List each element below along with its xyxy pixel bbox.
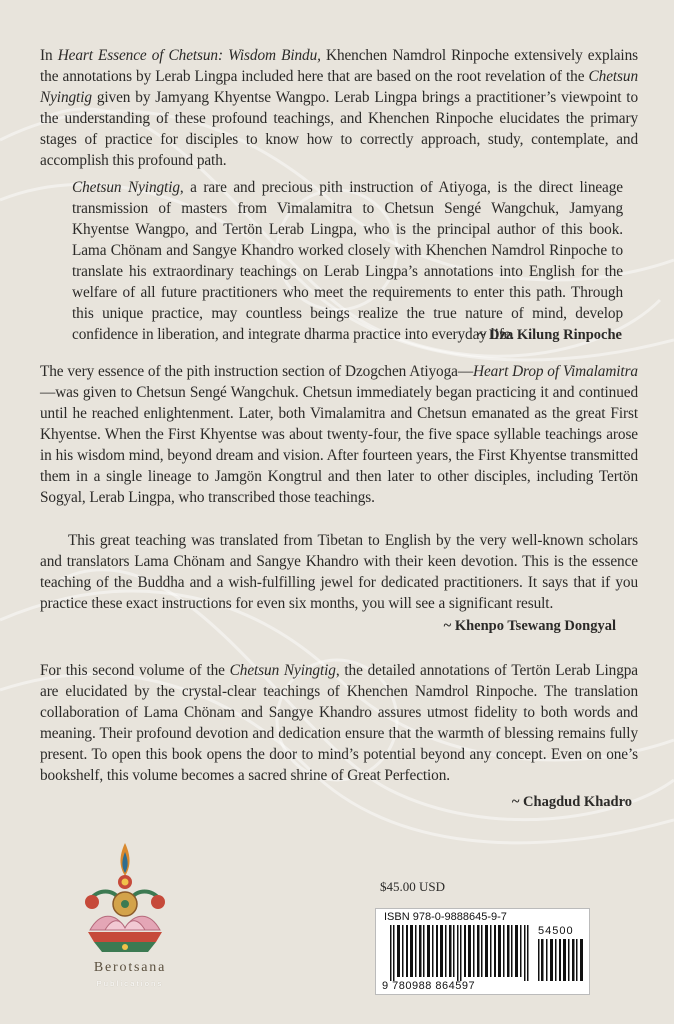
- blurb3-italic-title: Heart Drop of Vimalamitra: [473, 363, 638, 380]
- barcode-bars-addon: [538, 939, 584, 981]
- blurb3-text-3: This great teaching was translated from Tibetan to English by the very well-known scholars and translators Lama Chönam and Sangye Khandro with their keen devotion. This is the essence teaching of the Buddha and a wish-fulfilling jewel for dedicated practitioners. It says that if you practice these exact instructions for even six months, you will see a significant result.: [40, 532, 638, 612]
- publisher-subtitle: Publications: [96, 979, 164, 988]
- blurb3-attribution: ~ Khenpo Tsewang Dongyal: [443, 618, 616, 634]
- barcode-addon-digits: 54500: [538, 925, 574, 937]
- blurb-paragraph-4: [40, 660, 638, 786]
- blurb2-italic-title: Chetsun Nyingtig: [72, 179, 180, 196]
- barcode-bars-main: [390, 925, 530, 981]
- price-label: $45.00 USD: [380, 879, 446, 894]
- blurb3-text-2: —was given to Chetsun Sengé Wangchuk. Chetsun immediately began practicing it and continued until he reached enlightenment. Later, both Vimalamitra and Chetsun emanated as the great First Khyentse. When the First Khyentse was about twenty-four, the five space syllable teachings arose in his wisdom mind, beyond dream and vision. After fourteen years, the First Khyentse transmitted them in a single lineage to Jamgön Kongtrul and then later to other disciples, including Tertön Sogyal, Lerab Lingpa, who transcribed those teachings.: [40, 384, 638, 506]
- blurb4-italic-title: Chetsun Nyingtig: [229, 662, 336, 679]
- blurb2-text: , a rare and precious pith instruction of Atiyoga, is the direct lineage transmission of masters from Vimalamitra to Chetsun Sengé Wangchuk, Jamyang Khyentse Wangpo, and Tertön Lerab Lingpa, who is the principal author of this book. Lama Chönam and Sangye Khandro worked closely with Khenchen Namdrol Rinpoche to translate his extraordinary teachings on Lerab Lingpa’s annotations into English for the welfare of all future practitioners who meet the requirements to enter this path. Through this unique practice, may countless beings realize the true nature of mind, develop confidence in liberation, and integrate dharma practice into everyday life.: [72, 179, 623, 343]
- blurb-paragraph-3b: [40, 530, 638, 614]
- blurb4-text-2: , the detailed annotations of Tertön Lerab Lingpa are elucidated by the crystal-clear teachings of Khenchen Namdrol Rinpoche. The translation collaboration of Lama Chönam and Sangye Khandro assures utmost fidelity to both words and meaning. Their profound devotion and dedication ensure that the warmth of blessing remains fully present. To open this book opens the door to mind’s potential beyond any concept. Even on one’s bookshelf, this volume becomes a sacred shrine of Great Perfection.: [40, 662, 638, 784]
- blurb2-attribution: ~ Dza Kilung Rinpoche: [477, 327, 622, 343]
- isbn-barcode: [375, 908, 590, 995]
- blurb-paragraph-1: [40, 45, 638, 171]
- blurb3-text-1: The very essence of the pith instruction section of Dzogchen Atiyoga—: [40, 363, 474, 380]
- blurb1-italic-title-1: Heart Essence of Chetsun: Wisdom Bindu,: [57, 47, 321, 64]
- blurb-paragraph-2: [72, 177, 623, 345]
- blurb4-attribution: ~ Chagdud Khadro: [511, 794, 632, 810]
- blurb4-text-1: For this second volume of the: [40, 662, 230, 679]
- publisher-name: Berotsana: [93, 960, 167, 975]
- blurb1-italic-title-2: Chetsun Nyingtig: [40, 68, 638, 106]
- blurb1-text-3: given by Jamyang Khyentse Wangpo. Lerab Lingpa brings a practitioner’s viewpoint to the understanding of these profound teachings, and Khenchen Rinpoche elucidates the primary stages of practice for disciples to know how to correctly approach, study, contemplate, and accomplish this profound path.: [40, 89, 638, 169]
- blurb1-text-2: Khenchen Namdrol Rinpoche extensively explains the annotations by Lerab Lingpa included here that are based on the root revelation of the: [40, 47, 638, 85]
- barcode-digits: 9 780988 864597: [382, 980, 476, 992]
- blurb1-text-1: In: [40, 47, 58, 64]
- blurb-paragraph-3a: [40, 361, 638, 508]
- isbn-label: ISBN 978-0-9888645-9-7: [384, 911, 507, 923]
